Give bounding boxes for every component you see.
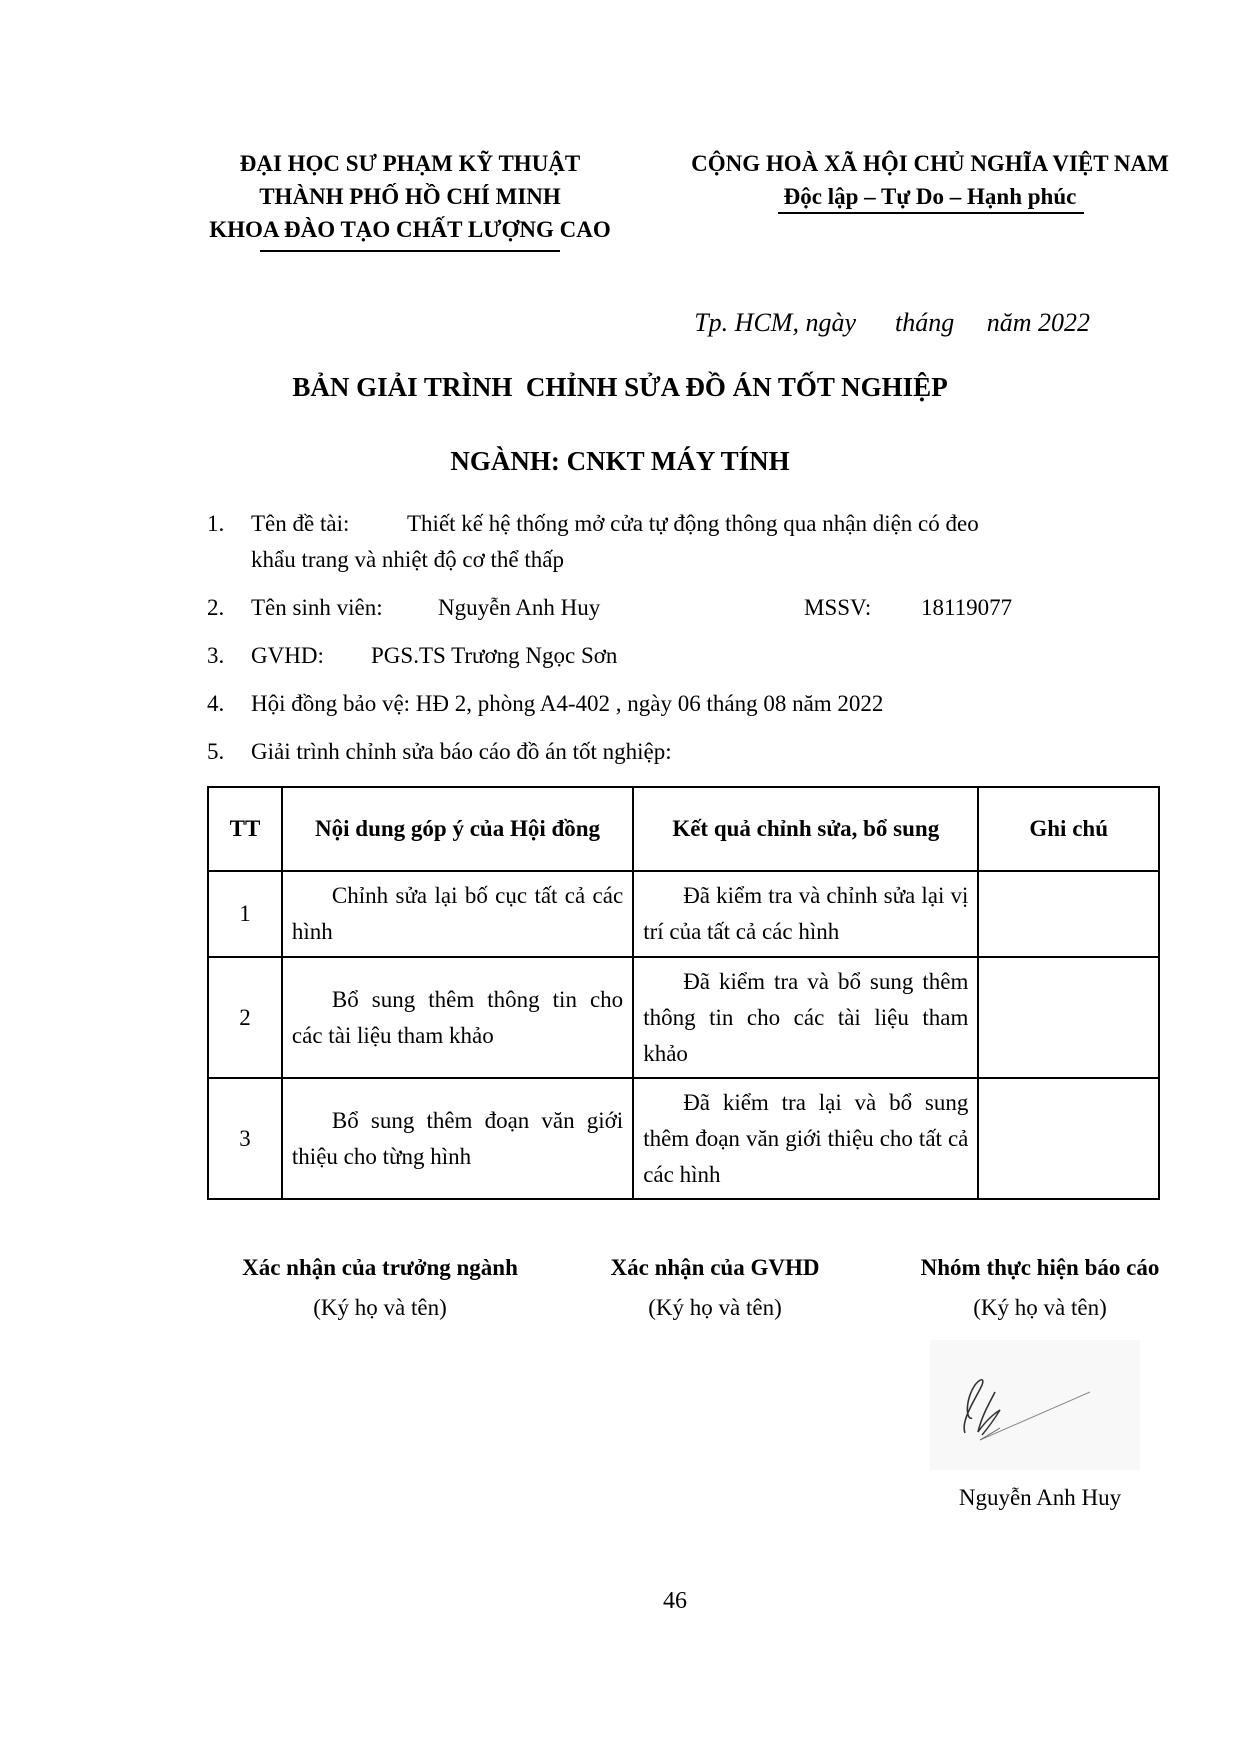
- table-row: [208, 1078, 1159, 1199]
- university-name-line1: ĐẠI HỌC SƯ PHẠM KỸ THUẬT: [239, 151, 581, 176]
- signature-sub: (Ký họ và tên): [648, 1295, 782, 1320]
- row-result: Đã kiểm tra và chỉnh sửa lại vị trí của tất cả các hình: [633, 871, 978, 957]
- header-note: Ghi chú: [978, 787, 1159, 871]
- signature-title: Nhóm thực hiện báo cáo: [920, 1255, 1160, 1280]
- signature-block-head: [210, 1255, 550, 1321]
- item-number: 5.: [207, 739, 225, 764]
- info-item-explanation: [207, 734, 672, 770]
- handwritten-signature: [930, 1340, 1140, 1470]
- topic-value-line1: Thiết kế hệ thống mở cửa tự động thông qua nhận diện có đeo: [407, 511, 979, 536]
- national-header: [660, 147, 1200, 213]
- page-number: 46: [663, 1588, 687, 1614]
- student-name: Nguyễn Anh Huy: [438, 595, 601, 620]
- national-motto-underline: [778, 212, 1084, 214]
- row-result: Đã kiểm tra lại và bổ sung thêm đoạn văn giới thiệu cho tất cả các hình: [633, 1078, 978, 1199]
- advisor-label: GVHD:: [251, 643, 324, 668]
- row-comment: Bổ sung thêm thông tin cho các tài liệu tham khảo: [282, 957, 633, 1078]
- info-item-committee: [207, 686, 883, 722]
- signature-block-advisor: [570, 1255, 860, 1321]
- header-tt: TT: [208, 787, 282, 871]
- topic-value-line2: khẩu trang và nhiệt độ cơ thể thấp: [251, 547, 564, 572]
- signature-sub: (Ký họ và tên): [973, 1295, 1107, 1320]
- info-item-student: [207, 590, 1012, 626]
- signer-name: Nguyễn Anh Huy: [958, 1485, 1122, 1510]
- item-number: 1.: [207, 511, 225, 536]
- signature-title: Xác nhận của trưởng ngành: [242, 1255, 518, 1280]
- row-tt: 1: [208, 871, 282, 957]
- student-id: 18119077: [921, 595, 1013, 620]
- row-result: Đã kiểm tra và bổ sung thêm thông tin cho các tài liệu tham khảo: [633, 957, 978, 1078]
- row-tt: 2: [208, 957, 282, 1078]
- item-number: 3.: [207, 643, 225, 668]
- header-result: Kết quả chỉnh sửa, bổ sung: [633, 787, 978, 871]
- signature-title: Xác nhận của GVHD: [610, 1255, 820, 1280]
- row-tt: 3: [208, 1078, 282, 1199]
- row-note: [978, 1078, 1159, 1199]
- signature-scribble-icon: [930, 1340, 1140, 1470]
- item-number: 2.: [207, 595, 225, 620]
- student-id-label: MSSV:: [804, 595, 872, 620]
- info-item-topic: [207, 506, 979, 542]
- topic-label: Tên đề tài:: [251, 511, 350, 536]
- national-motto: Độc lập – Tự Do – Hạnh phúc: [783, 184, 1077, 209]
- signature-block-group: [880, 1255, 1200, 1321]
- item-number: 4.: [207, 691, 225, 716]
- university-header-underline: [260, 250, 560, 252]
- advisor-name: PGS.TS Trương Ngọc Sơn: [371, 643, 618, 668]
- info-item-advisor: [207, 638, 617, 674]
- university-header: [180, 147, 640, 246]
- date-line: Tp. HCM, ngày tháng năm 2022: [694, 308, 1090, 337]
- explanation-text: Giải trình chỉnh sửa báo cáo đồ án tốt nghiệp:: [251, 739, 672, 764]
- row-note: [978, 871, 1159, 957]
- national-name: CỘNG HOÀ XÃ HỘI CHỦ NGHĨA VIỆT NAM: [691, 151, 1169, 176]
- row-comment: Bổ sung thêm đoạn văn giới thiệu cho từng hình: [282, 1078, 633, 1199]
- document-title: BẢN GIẢI TRÌNH CHỈNH SỬA ĐỒ ÁN TỐT NGHIỆP: [292, 372, 948, 402]
- row-comment: Chỉnh sửa lại bố cục tất cả các hình: [282, 871, 633, 957]
- table-row: [208, 871, 1159, 957]
- row-note: [978, 957, 1159, 1078]
- faculty-name: KHOA ĐÀO TẠO CHẤT LƯỢNG CAO: [209, 217, 611, 242]
- header-comment: Nội dung góp ý của Hội đồng: [282, 787, 633, 871]
- university-name-line2: THÀNH PHỐ HỒ CHÍ MINH: [259, 184, 561, 209]
- committee-text: Hội đồng bảo vệ: HĐ 2, phòng A4-402 , ngày 06 tháng 08 năm 2022: [251, 691, 884, 716]
- revision-table: [207, 786, 1160, 1200]
- signature-sub: (Ký họ và tên): [313, 1295, 447, 1320]
- student-label: Tên sinh viên:: [251, 595, 383, 620]
- table-row: [208, 957, 1159, 1078]
- table-header-row: [208, 787, 1159, 871]
- document-subtitle: NGÀNH: CNKT MÁY TÍNH: [450, 446, 790, 476]
